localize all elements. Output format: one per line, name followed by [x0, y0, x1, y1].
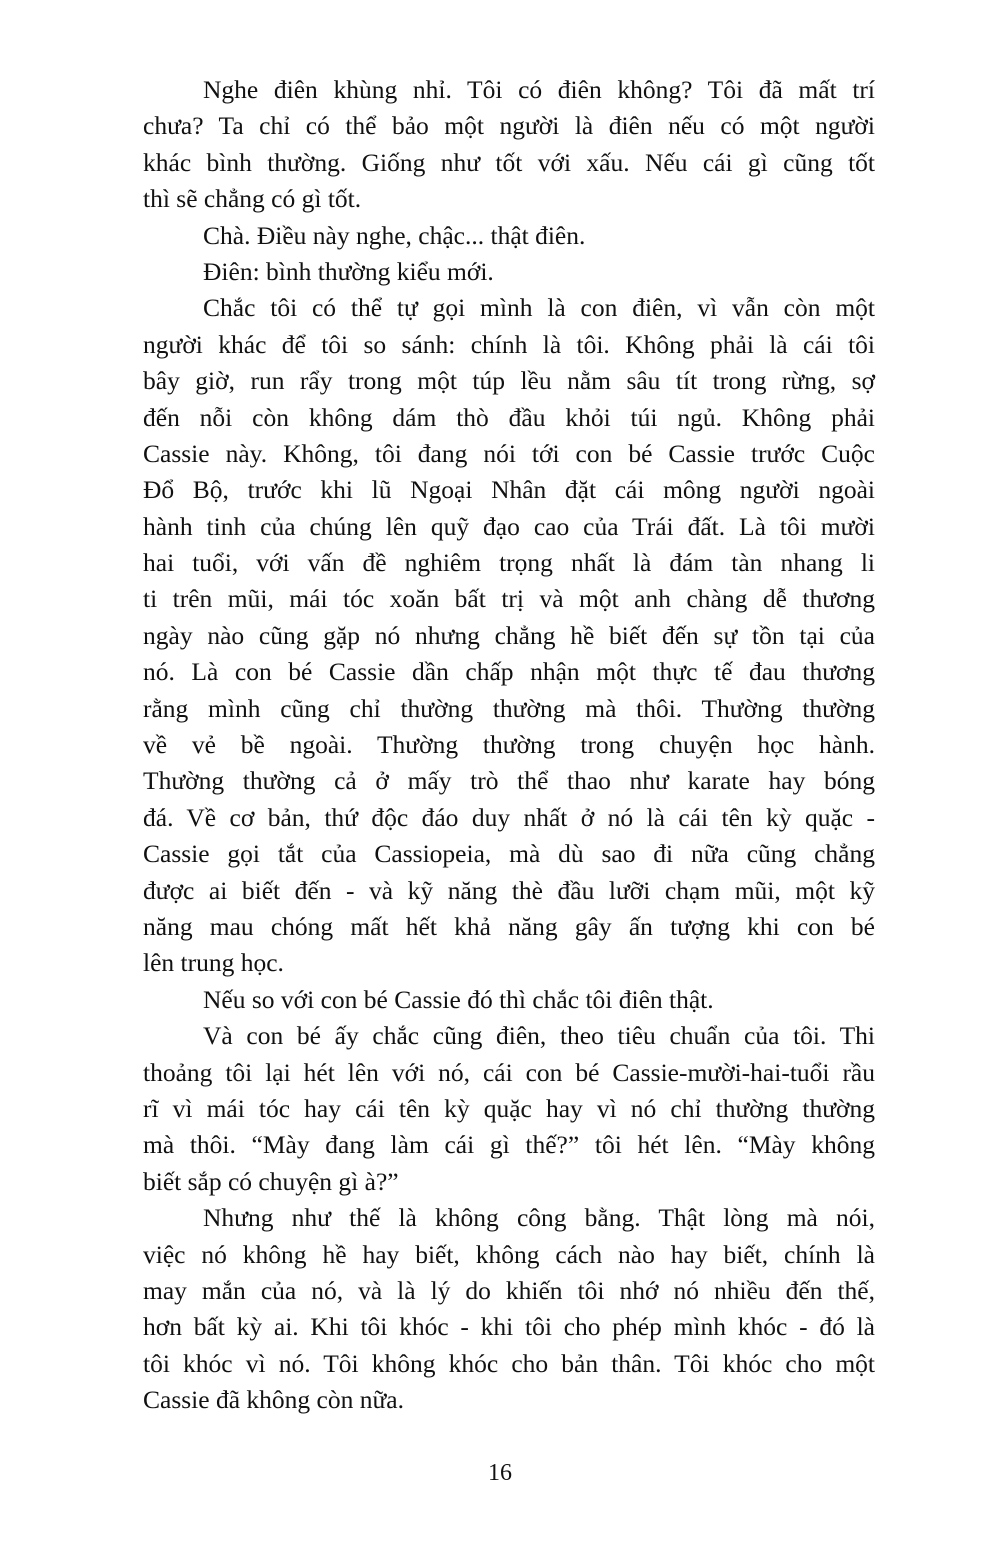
body-text	[143, 72, 875, 1418]
text-line: được ai biết đến - và kỹ năng thè đầu lưỡi chạm mũi, một kỹ	[143, 875, 875, 905]
text-line: thì sẽ chẳng có gì tốt.	[143, 184, 362, 214]
page-number: 16	[488, 1460, 512, 1486]
paragraph	[143, 290, 875, 981]
paragraph	[143, 72, 875, 218]
text-line: bây giờ, run rẩy trong một túp lều nằm sâu tít trong rừng, sợ	[143, 366, 875, 396]
paragraph	[143, 1200, 875, 1418]
text-line: về vẻ bề ngoài. Thường thường trong chuyện học hành.	[143, 730, 875, 760]
text-line: Thường thường cả ở mấy trò thể thao như karate hay bóng	[143, 766, 875, 796]
text-line: nó. Là con bé Cassie dần chấp nhận một thực tế đau thương	[143, 657, 875, 687]
text-line: Cassie đã không còn nữa.	[143, 1385, 404, 1415]
text-line: ngày nào cũng gặp nó nhưng chẳng hề biết đến sự tồn tại của	[143, 620, 875, 650]
paragraph	[143, 254, 875, 290]
text-line: lên trung học.	[143, 948, 284, 978]
text-line: đến nỗi còn không dám thò đầu khỏi túi ngủ. Không phải	[143, 402, 875, 432]
text-line: ti trên mũi, mái tóc xoăn bất trị và một anh chàng dễ thương	[143, 584, 875, 614]
text-line: hành tinh của chúng lên quỹ đạo cao của Trái đất. Là tôi mười	[143, 511, 875, 541]
paragraph	[143, 218, 875, 254]
text-line: Điên: bình thường kiểu mới.	[203, 256, 494, 286]
text-line: Chắc tôi có thể tự gọi mình là con điên, vì vẫn còn một	[203, 293, 875, 323]
text-line: Và con bé ấy chắc cũng điên, theo tiêu chuẩn của tôi. Thi	[203, 1021, 875, 1051]
text-line: mà thôi. “Mày đang làm cái gì thế?” tôi hét lên. “Mày không	[143, 1130, 875, 1160]
text-line: biết sắp có chuyện gì à?”	[143, 1166, 399, 1196]
text-line: Nhưng như thế là không công bằng. Thật lòng mà nói,	[203, 1203, 875, 1233]
text-line: Nếu so với con bé Cassie đó thì chắc tôi điên thật.	[203, 984, 714, 1014]
paragraph	[143, 1018, 875, 1200]
text-line: thoảng tôi lại hét lên với nó, cái con bé Cassie-mười-hai-tuổi rầu	[143, 1057, 875, 1087]
text-line: Nghe điên khùng nhỉ. Tôi có điên không? Tôi đã mất trí	[203, 75, 875, 104]
text-line: người khác để tôi so sánh: chính là tôi. Không phải là cái tôi	[143, 329, 875, 359]
text-line: đá. Về cơ bản, thứ độc đáo duy nhất ở nó là cái tên kỳ quặc -	[143, 802, 875, 832]
text-line: tôi khóc vì nó. Tôi không khóc cho bản thân. Tôi khóc cho một	[143, 1348, 875, 1378]
text-line: việc nó không hề hay biết, không cách nào hay biết, chính là	[143, 1239, 875, 1269]
text-line: rĩ vì mái tóc hay cái tên kỳ quặc hay vì nó chỉ thường thường	[143, 1093, 875, 1123]
paragraph	[143, 982, 875, 1018]
text-line: Cassie gọi tắt của Cassiopeia, mà dù sao đi nữa cũng chẳng	[143, 839, 875, 869]
text-line: hơn bất kỳ ai. Khi tôi khóc - khi tôi cho phép mình khóc - đó là	[143, 1312, 875, 1342]
text-line: năng mau chóng mất hết khả năng gây ấn tượng khi con bé	[143, 911, 875, 941]
text-line: khác bình thường. Giống như tốt với xấu. Nếu cái gì cũng tốt	[143, 147, 875, 177]
text-line: rằng mình cũng chỉ thường thường mà thôi. Thường thường	[143, 693, 875, 723]
text-line: Cassie này. Không, tôi đang nói tới con bé Cassie trước Cuộc	[143, 438, 875, 468]
text-line: Đổ Bộ, trước khi lũ Ngoại Nhân đặt cái mông người ngoài	[143, 475, 875, 505]
text-line: Chà. Điều này nghe, chậc... thật điên.	[203, 220, 586, 250]
text-line: hai tuổi, với vấn đề nghiêm trọng nhất là đám tàn nhang li	[143, 548, 875, 578]
text-line: may mắn của nó, và là lý do khiến tôi nhớ nó nhiều đến thế,	[143, 1275, 875, 1305]
text-line: chưa? Ta chỉ có thể bảo một người là điên nếu có một người	[143, 111, 875, 141]
